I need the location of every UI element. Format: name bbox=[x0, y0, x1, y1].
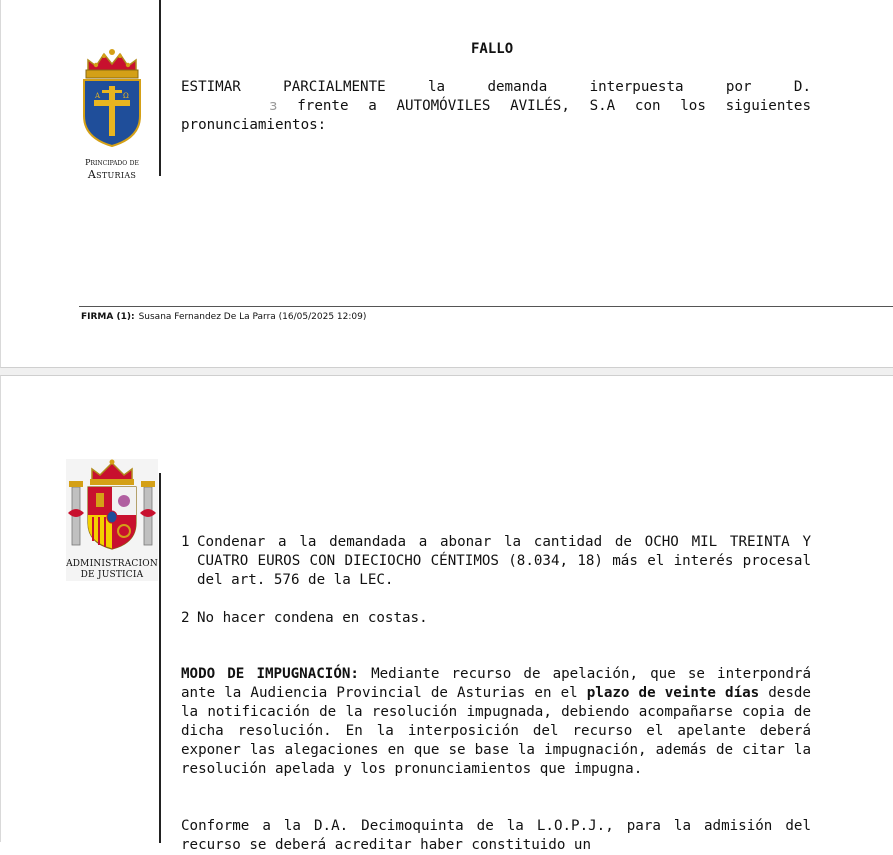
conforme-paragraph: Conforme a la D.A. Decimoquinta de la L.O.P.J., para la admisión del recurso se deberá acreditar haber constituido un bbox=[181, 818, 811, 853]
administracion-justicia-logo bbox=[66, 459, 158, 581]
margin-rule bbox=[159, 0, 161, 176]
logo-caption bbox=[66, 559, 158, 581]
logo-caption-big: Asturias bbox=[87, 168, 137, 181]
fallo-line-2: ɜ frente a AUTOMÓVILES AVILÉS, S.A con los siguientes bbox=[269, 98, 811, 114]
document-page-1 bbox=[0, 0, 893, 368]
firma-value: Susana Fernandez De La Parra (16/05/2025 12:09) bbox=[138, 312, 367, 322]
principado-asturias-logo bbox=[75, 46, 149, 181]
modo-impugnacion-paragraph bbox=[181, 665, 811, 779]
svg-text:A: A bbox=[95, 92, 101, 100]
firma-label: FIRMA (1): bbox=[81, 312, 135, 322]
list-item bbox=[181, 533, 811, 590]
spain-coat-of-arms-icon bbox=[66, 459, 158, 555]
logo-caption-1: ADMINISTRACION bbox=[66, 559, 158, 569]
modo-bold: plazo de veinte días bbox=[586, 685, 760, 701]
list-item bbox=[181, 609, 811, 628]
logo-caption-small: Principado de bbox=[85, 158, 139, 167]
firma-divider bbox=[79, 306, 893, 307]
modo-text-b: desde la notificación de la resolución impugnada, debiendo acompañarse copia de dicha resolución. En la interposición del recurso el apelante deberá exponer las alegaciones en que se base la impugnación, además de citar la resolución apelada y los pronunciamientos que impugna. bbox=[181, 685, 811, 777]
list-item-text: Condenar a la demandada a abonar la cantidad de OCHO MIL TREINTA Y CUATRO EUROS CON DIECIOCHO CÉNTIMOS (8.034, 18) más el interés procesal del art. 576 de la LEC. bbox=[197, 534, 811, 588]
asturias-coat-of-arms-icon bbox=[80, 46, 144, 154]
list-item-number: 2 bbox=[181, 610, 190, 626]
section-heading: FALLO bbox=[471, 41, 514, 57]
fallo-line-3: pronunciamientos: bbox=[181, 117, 327, 133]
fallo-line-2-text: frente a AUTOMÓVILES AVILÉS, S.A con los siguientes bbox=[297, 98, 811, 114]
document-page-2 bbox=[0, 375, 893, 853]
fallo-line-1: ESTIMAR PARCIALMENTE la demanda interpuesta por D. bbox=[181, 79, 811, 95]
fallo-paragraph bbox=[181, 78, 811, 135]
list-item-number: 1 bbox=[181, 534, 190, 550]
modo-text-a: Mediante recurso de apelación, que se interpondrá ante la Audiencia Provincial de Asturias en el bbox=[181, 666, 811, 701]
logo-caption-2: DE JUSTICIA bbox=[80, 570, 144, 580]
margin-rule bbox=[159, 473, 161, 843]
pronouncements-list bbox=[181, 533, 811, 647]
signature-line bbox=[81, 312, 366, 322]
logo-caption bbox=[75, 158, 149, 181]
svg-text:Ω: Ω bbox=[123, 92, 129, 100]
modo-label: MODO DE IMPUGNACIÓN: bbox=[181, 666, 359, 682]
page-gap bbox=[0, 368, 893, 375]
list-item-text: No hacer condena en costas. bbox=[197, 610, 428, 626]
